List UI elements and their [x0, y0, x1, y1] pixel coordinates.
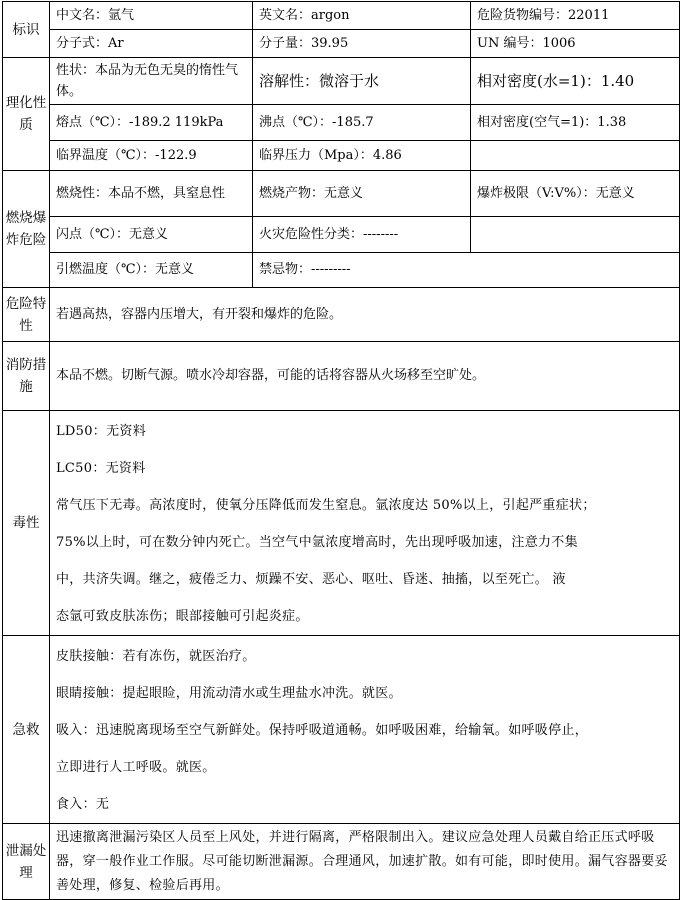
empty-cell: [471, 217, 680, 253]
toxicity-line: 75%以上时，可在数分钟内死亡。当空气中氩浓度增高时，先出现呼吸加速，注意力不集: [56, 535, 578, 550]
lc50: LC50：无资料: [56, 461, 146, 476]
first-aid-inhalation-cont: 立即进行人工呼吸。就医。: [56, 760, 216, 775]
critical-temperature: 临界温度（℃）：-122.9: [50, 141, 253, 171]
category-physchem: 理化性质: [3, 58, 50, 171]
toxicity-line: 常气压下无毒。高浓度时，使氧分压降低而发生窒息。氩浓度达 50%以上，引起严重症状；: [56, 498, 596, 513]
category-first-aid: 急救: [3, 636, 50, 824]
hazard-text: 若遇高热，容器内压增大，有开裂和爆炸的危险。: [50, 288, 680, 342]
toxicity-cell: [50, 411, 680, 636]
english-name: 英文名：argon: [253, 2, 471, 30]
explosion-limit: 爆炸极限（V:V%）：无意义: [471, 171, 680, 217]
fire-hazard-class: 火灾危险性分类：--------: [253, 217, 471, 253]
category-toxicity: 毒性: [3, 411, 50, 636]
msds-sheet: [2, 1, 679, 900]
molecular-formula: 分子式：Ar: [50, 30, 253, 58]
chinese-name: 中文名：氩气: [50, 2, 253, 30]
category-hazard: 危险特性: [3, 288, 50, 342]
boiling-point: 沸点（℃）：-185.7: [253, 105, 471, 141]
appearance: 性状：本品为无色无臭的惰性气体。: [50, 58, 253, 105]
molecular-weight: 分子量：39.95: [253, 30, 471, 58]
first-aid-skin: 皮肤接触：若有冻伤，就医治疗。: [56, 649, 256, 664]
hazard-goods-number: 危险货物编号：22011: [471, 2, 680, 30]
category-firefighting: 消防措施: [3, 342, 50, 411]
toxicity-line: 态氩可致皮肤冻伤；眼部接触可引起炎症。: [56, 609, 309, 624]
melting-point: 熔点（℃）：-189.2 119kPa: [50, 105, 253, 141]
solubility: 溶解性：微溶于水: [253, 58, 471, 105]
category-identification: 标识: [3, 2, 50, 58]
empty-cell: [471, 141, 680, 171]
ld50: LD50：无资料: [56, 424, 146, 439]
combustion-products: 燃烧产物：无意义: [253, 171, 471, 217]
category-leak: 泄漏处理: [3, 824, 50, 900]
ignition-temperature: 引燃温度（℃）：无意义: [50, 253, 253, 288]
flammability: 燃烧性：本品不燃，具窒息性: [50, 171, 253, 217]
incompatible-materials: 禁忌物：---------: [253, 253, 680, 288]
un-number: UN 编号：1006: [471, 30, 680, 58]
first-aid-ingestion: 食入：无: [56, 797, 110, 812]
relative-density-water: 相对密度(水=1)：1.40: [471, 58, 680, 105]
first-aid-eye: 眼睛接触：提起眼睑，用流动清水或生理盐水冲洗。就医。: [56, 686, 402, 701]
flash-point: 闪点（℃）：无意义: [50, 217, 253, 253]
category-combustion: 燃烧爆炸危险: [3, 171, 50, 288]
first-aid-cell: [50, 636, 680, 824]
relative-density-air: 相对密度(空气=1)：1.38: [471, 105, 680, 141]
firefighting-text: 本品不燃。切断气源。喷水冷却容器，可能的话将容器从火场移至空旷处。: [50, 342, 680, 411]
critical-pressure: 临界压力（Mpa）：4.86: [253, 141, 471, 171]
toxicity-line: 中，共济失调。继之，疲倦乏力、烦躁不安、恶心、呕吐、昏迷、抽搐，以至死亡。 液: [56, 572, 566, 587]
leak-text: 迅速撤离泄漏污染区人员至上风处，并进行隔离，严格限制出入。建议应急处理人员戴自给正压式呼吸器，穿一般作业工作服。尽可能切断泄漏源。合理通风，加速扩散。如有可能，即时使用。漏气容器要妥善处理，修复、检验后再用。: [50, 824, 680, 900]
msds-table: [2, 1, 680, 900]
first-aid-inhalation: 吸入：迅速脱离现场至空气新鲜处。保持呼吸道通畅。如呼吸困难，给输氧。如呼吸停止，: [56, 723, 589, 738]
